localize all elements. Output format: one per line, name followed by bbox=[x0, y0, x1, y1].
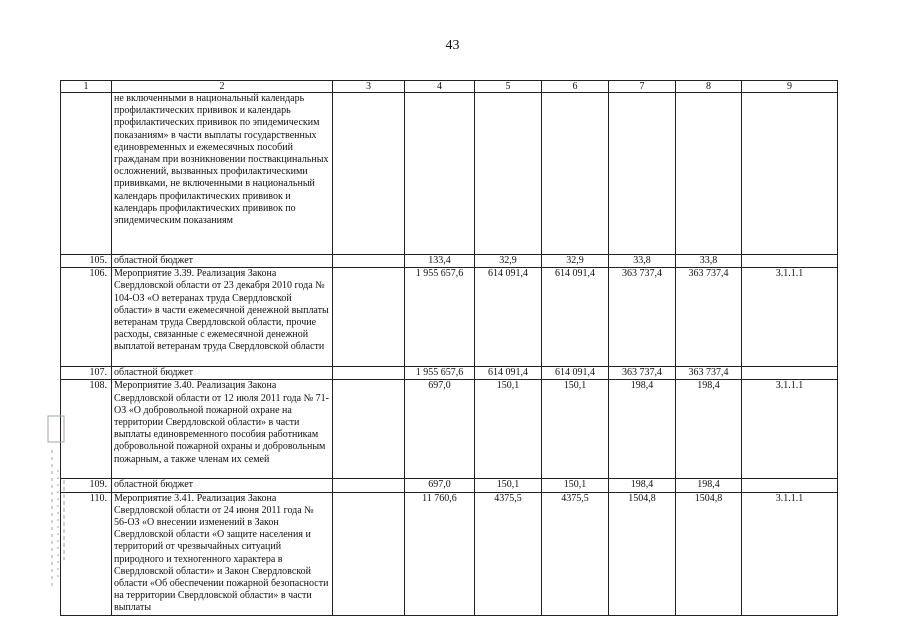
cell-col9 bbox=[742, 367, 838, 380]
cell-col6: 150,1 bbox=[542, 479, 609, 492]
cell-col6: 614 091,4 bbox=[542, 268, 609, 367]
col-header: 8 bbox=[676, 81, 742, 93]
row-description: не включенными в национальный календарь профилактических прививок и календарь профилактических прививок по эпидемическим показаниям» в части выплаты государственных единовременных и ежемесячных пособий гражданам при возникновении поствакцинальных осложнений, вызванных профилактическими прививками, не включенными в национальный календарь профилактических прививок и календарь профилактических прививок по эпидемическим показаниям bbox=[112, 93, 333, 255]
table-row bbox=[61, 492, 838, 615]
cell-col4: 1 955 657,6 bbox=[405, 268, 475, 367]
cell-col5: 32,9 bbox=[475, 255, 542, 268]
table-row bbox=[61, 93, 838, 255]
table-row bbox=[61, 380, 838, 479]
cell-col8: 363 737,4 bbox=[676, 367, 742, 380]
cell-col7 bbox=[609, 93, 676, 255]
row-description: областной бюджет bbox=[112, 255, 333, 268]
row-description: областной бюджет bbox=[112, 479, 333, 492]
cell-col6: 614 091,4 bbox=[542, 367, 609, 380]
row-number: 107. bbox=[61, 367, 112, 380]
cell-col8: 363 737,4 bbox=[676, 268, 742, 367]
col-header: 9 bbox=[742, 81, 838, 93]
cell-col7: 1504,8 bbox=[609, 492, 676, 615]
row-number: 105. bbox=[61, 255, 112, 268]
page-number: 43 bbox=[445, 38, 460, 53]
cell-col3 bbox=[333, 93, 405, 255]
cell-col8 bbox=[676, 93, 742, 255]
cell-col3 bbox=[333, 268, 405, 367]
cell-col5: 614 091,4 bbox=[475, 268, 542, 367]
table-row bbox=[61, 255, 838, 268]
cell-col9: 3.1.1.1 bbox=[742, 268, 838, 367]
cell-col6: 32,9 bbox=[542, 255, 609, 268]
col-header: 2 bbox=[112, 81, 333, 93]
cell-col8: 1504,8 bbox=[676, 492, 742, 615]
cell-col7: 198,4 bbox=[609, 479, 676, 492]
cell-col5: 150,1 bbox=[475, 380, 542, 479]
cell-col9: 3.1.1.1 bbox=[742, 380, 838, 479]
col-header: 4 bbox=[405, 81, 475, 93]
cell-col4 bbox=[405, 93, 475, 255]
cell-col8: 198,4 bbox=[676, 479, 742, 492]
budget-table bbox=[60, 80, 838, 616]
cell-col6 bbox=[542, 93, 609, 255]
row-description: областной бюджет bbox=[112, 367, 333, 380]
table-row bbox=[61, 479, 838, 492]
cell-col9 bbox=[742, 93, 838, 255]
cell-col7: 33,8 bbox=[609, 255, 676, 268]
cell-col7: 363 737,4 bbox=[609, 367, 676, 380]
cell-col7: 198,4 bbox=[609, 380, 676, 479]
row-description: Мероприятие 3.39. Реализация Закона Свердловской области от 23 декабря 2010 года № 104-ОЗ «О ветеранах труда Свердловской области» в части ежемесячной денежной выплаты ветеранам труда Свердловской области, прочие расходы, связанные с ежемесячной денежной выплатой ветеранам труда Свердловской области bbox=[112, 268, 333, 367]
cell-col4: 1 955 657,6 bbox=[405, 367, 475, 380]
cell-col8: 33,8 bbox=[676, 255, 742, 268]
col-header: 1 bbox=[61, 81, 112, 93]
col-header: 5 bbox=[475, 81, 542, 93]
cell-col5: 4375,5 bbox=[475, 492, 542, 615]
cell-col5: 614 091,4 bbox=[475, 367, 542, 380]
row-description: Мероприятие 3.40. Реализация Закона Свердловской области от 12 июля 2011 года № 71-ОЗ «О добровольной пожарной охране на территории Свердловской области» в части выплаты единовременного пособия работникам добровольной пожарной охраны и добровольным пожарным, а также членам их семей bbox=[112, 380, 333, 479]
cell-col3 bbox=[333, 255, 405, 268]
cell-col5 bbox=[475, 93, 542, 255]
col-header: 6 bbox=[542, 81, 609, 93]
row-number: 108. bbox=[61, 380, 112, 479]
margin-stamp-marks bbox=[40, 410, 70, 600]
cell-col3 bbox=[333, 380, 405, 479]
row-number: 106. bbox=[61, 268, 112, 367]
cell-col9: 3.1.1.1 bbox=[742, 492, 838, 615]
cell-col6: 150,1 bbox=[542, 380, 609, 479]
row-number: 109. bbox=[61, 479, 112, 492]
row-number: 110. bbox=[61, 492, 112, 615]
cell-col9 bbox=[742, 255, 838, 268]
cell-col4: 11 760,6 bbox=[405, 492, 475, 615]
table-row bbox=[61, 268, 838, 367]
column-number-row bbox=[61, 81, 838, 93]
cell-col8: 198,4 bbox=[676, 380, 742, 479]
cell-col3 bbox=[333, 492, 405, 615]
col-header: 3 bbox=[333, 81, 405, 93]
cell-col3 bbox=[333, 479, 405, 492]
table-row bbox=[61, 367, 838, 380]
row-description: Мероприятие 3.41. Реализация Закона Свердловской области от 24 июня 2011 года № 56-ОЗ «О внесении изменений в Закон Свердловской области «О защите населения и территорий от чрезвычайных ситуаций природного и техногенного характера в Свердловской области» и Закон Свердловской области «Об обеспечении пожарной безопасности на территории Свердловской области» в части выплаты bbox=[112, 492, 333, 615]
cell-col3 bbox=[333, 367, 405, 380]
cell-col5: 150,1 bbox=[475, 479, 542, 492]
cell-col7: 363 737,4 bbox=[609, 268, 676, 367]
cell-col4: 697,0 bbox=[405, 479, 475, 492]
cell-col9 bbox=[742, 479, 838, 492]
row-number bbox=[61, 93, 112, 255]
cell-col6: 4375,5 bbox=[542, 492, 609, 615]
cell-col4: 697,0 bbox=[405, 380, 475, 479]
col-header: 7 bbox=[609, 81, 676, 93]
cell-col4: 133,4 bbox=[405, 255, 475, 268]
